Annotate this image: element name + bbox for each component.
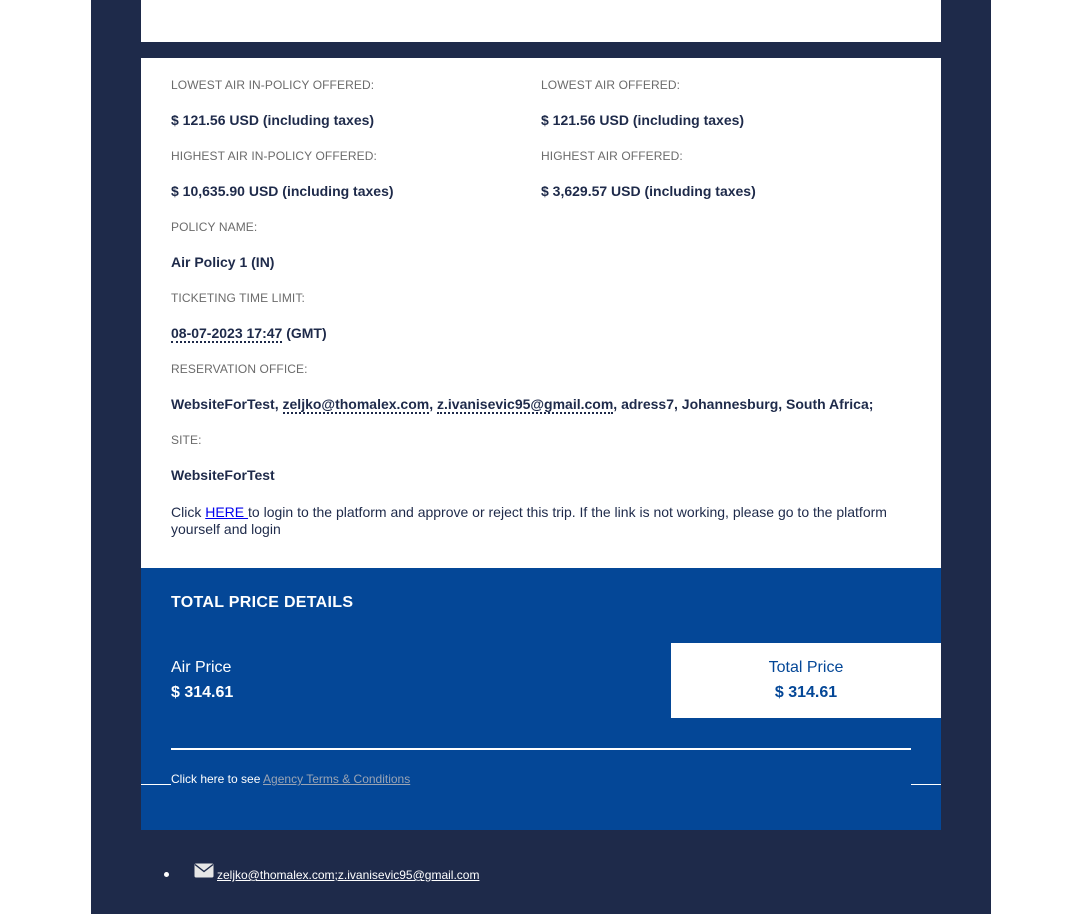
approval-note xyxy=(171,504,891,538)
ticketing-limit-value xyxy=(171,325,327,341)
policy-name-label: POLICY NAME: xyxy=(171,220,258,234)
air-price-value: $ 314.61 xyxy=(171,684,234,701)
ticketing-date[interactable]: 08-07-2023 17:47 xyxy=(171,325,283,341)
note-suffix: to login to the platform and approve or reject this trip. If the link is not working, please go to the platform yourself and login xyxy=(171,504,887,537)
lowest-value: $ 121.56 USD (including taxes) xyxy=(541,112,745,128)
ticketing-limit-label: TICKETING TIME LIMIT: xyxy=(171,291,305,305)
air-price-label: Air Price xyxy=(171,659,232,676)
office-email-link[interactable]: zeljko@thomalex.com xyxy=(282,396,430,412)
office-email-link-2[interactable]: z.ivanisevic95@gmail.com xyxy=(437,396,614,412)
divider-right xyxy=(911,784,941,785)
price-section-title: TOTAL PRICE DETAILS xyxy=(171,594,354,611)
highest-value: $ 3,629.57 USD (including taxes) xyxy=(541,183,756,199)
envelope-icon xyxy=(194,863,214,878)
header-card xyxy=(141,0,941,42)
here-link[interactable]: HERE xyxy=(205,504,249,520)
total-price-panel xyxy=(141,568,941,830)
trip-summary-card xyxy=(141,58,941,568)
footer-emails-link[interactable]: zeljko@thomalex.com;z.ivanisevic95@gmail.com xyxy=(217,868,480,882)
site-label: SITE: xyxy=(171,433,202,447)
lowest-in-policy-label: LOWEST AIR IN-POLICY OFFERED: xyxy=(171,78,375,92)
office-address: , adress7, Johannesburg, South Africa; xyxy=(613,396,874,412)
highest-label: HIGHEST AIR OFFERED: xyxy=(541,149,683,163)
policy-name-value: Air Policy 1 (IN) xyxy=(171,254,275,270)
highest-in-policy-value: $ 10,635.90 USD (including taxes) xyxy=(171,183,394,199)
site-value: WebsiteForTest xyxy=(171,467,275,483)
lowest-label: LOWEST AIR OFFERED: xyxy=(541,78,681,92)
lowest-in-policy-value: $ 121.56 USD (including taxes) xyxy=(171,112,375,128)
highest-in-policy-label: HIGHEST AIR IN-POLICY OFFERED: xyxy=(171,149,377,163)
terms-prefix: Click here to see xyxy=(171,772,264,786)
total-price-box xyxy=(671,643,941,718)
terms-line xyxy=(171,772,410,786)
divider xyxy=(171,748,911,750)
divider-left xyxy=(141,784,171,785)
note-prefix: Click xyxy=(171,504,206,520)
office-name: WebsiteForTest, xyxy=(171,396,283,412)
reservation-office-label: RESERVATION OFFICE: xyxy=(171,362,308,376)
list-bullet xyxy=(164,872,169,877)
terms-link[interactable]: Agency Terms & Conditions xyxy=(263,772,411,786)
office-separator: , xyxy=(429,396,437,412)
reservation-office-value xyxy=(171,396,873,412)
total-price-label: Total Price xyxy=(768,659,844,676)
ticketing-zone: (GMT) xyxy=(282,325,327,341)
total-price-value: $ 314.61 xyxy=(774,684,838,701)
